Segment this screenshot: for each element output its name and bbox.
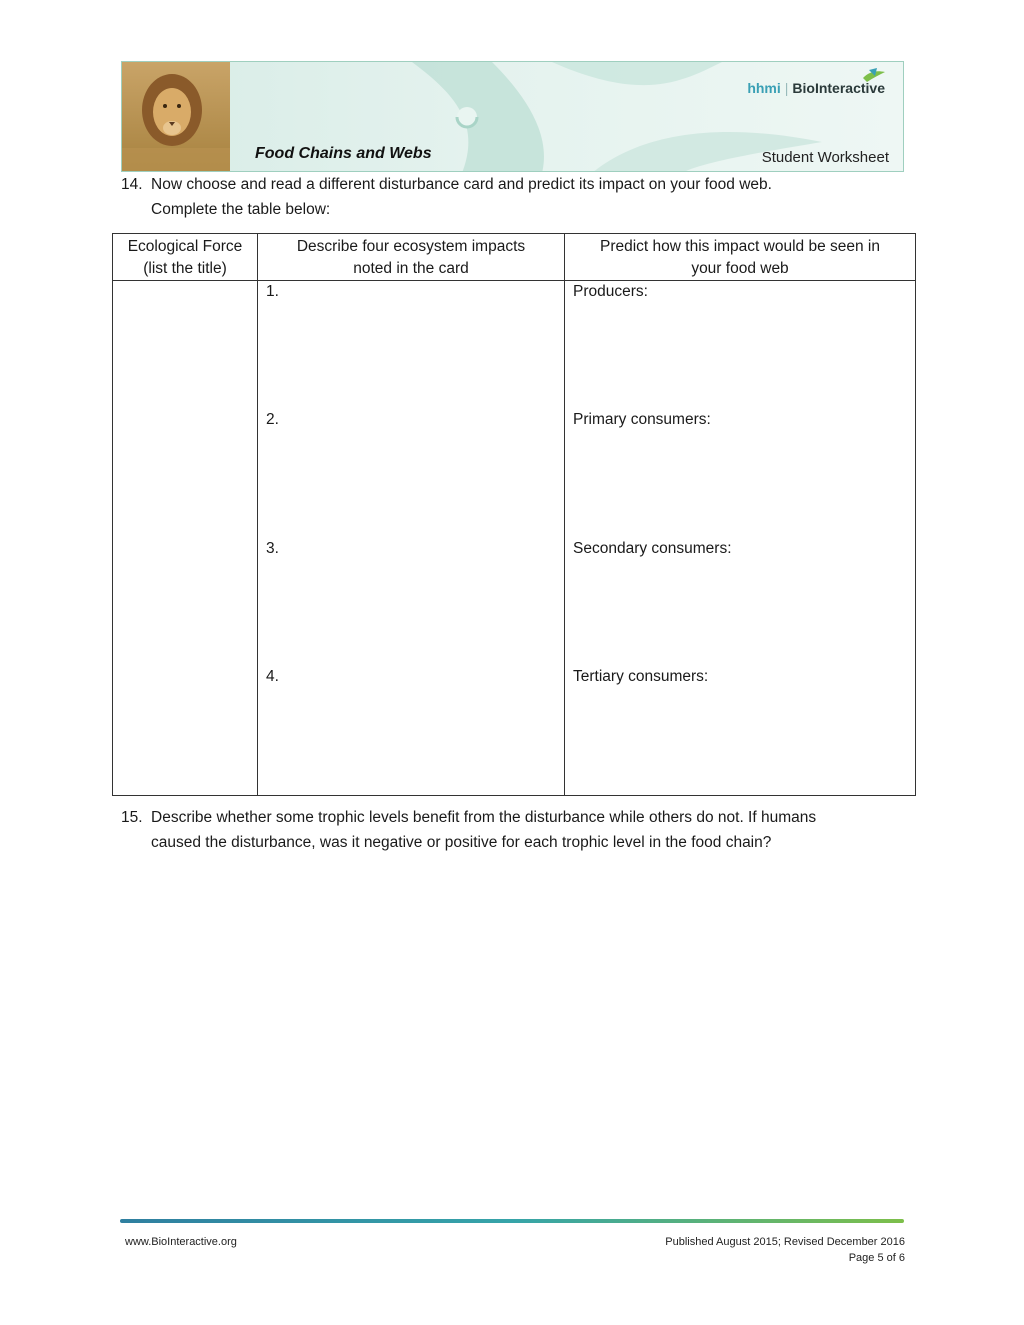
brand-logo: hhmi | BioInteractive [747, 80, 885, 96]
question-14 [121, 173, 911, 223]
prediction-secondary-consumers: Secondary consumers: [573, 540, 732, 557]
footer-divider [120, 1219, 904, 1223]
worksheet-subtitle: Student Worksheet [761, 149, 889, 166]
question-15-answer-area[interactable] [121, 862, 904, 1202]
brand-hhmi: hhmi [747, 80, 781, 96]
prediction-producers: Producers: [573, 283, 648, 300]
lion-photo [122, 62, 230, 171]
impact-item-3: 3. [266, 540, 279, 557]
predictions-answer-cell[interactable] [565, 281, 916, 796]
question-number: 15. [121, 809, 143, 826]
impacts-table [112, 233, 916, 796]
brand-biointeractive: BioInteractive [792, 80, 885, 96]
impacts-answer-cell[interactable] [258, 281, 565, 796]
table-header-row [113, 234, 916, 281]
header-food-web-prediction: Predict how this impact would be seen in your food web [565, 234, 916, 281]
impact-item-1: 1. [266, 283, 279, 300]
impact-item-2: 2. [266, 411, 279, 428]
prediction-primary-consumers: Primary consumers: [573, 411, 711, 428]
header-banner [121, 61, 904, 172]
footer-website: www.BioInteractive.org [125, 1236, 237, 1248]
header-ecosystem-impacts: Describe four ecosystem impacts noted in the card [258, 234, 565, 281]
question-text-line1: Describe whether some trophic levels benefit from the disturbance while others do not. If humans [151, 809, 817, 826]
ecological-force-answer-cell[interactable] [113, 281, 258, 796]
question-number: 14. [121, 176, 143, 193]
table-row [113, 281, 916, 796]
impact-item-4: 4. [266, 668, 279, 685]
prediction-tertiary-consumers: Tertiary consumers: [573, 668, 709, 685]
footer-published-date: Published August 2015; Revised December 2016 [665, 1236, 905, 1248]
question-text-line1: Now choose and read a different disturbance card and predict its impact on your food web. [151, 176, 772, 193]
question-text-line2: Complete the table below: [151, 201, 331, 218]
header-ecological-force: Ecological Force (list the title) [113, 234, 258, 281]
footer-page-number: Page 5 of 6 [848, 1252, 905, 1264]
question-text-line2: caused the disturbance, was it negative or positive for each trophic level in the food chain? [151, 834, 772, 851]
worksheet-title: Food Chains and Webs [255, 145, 432, 162]
question-15 [121, 806, 911, 856]
